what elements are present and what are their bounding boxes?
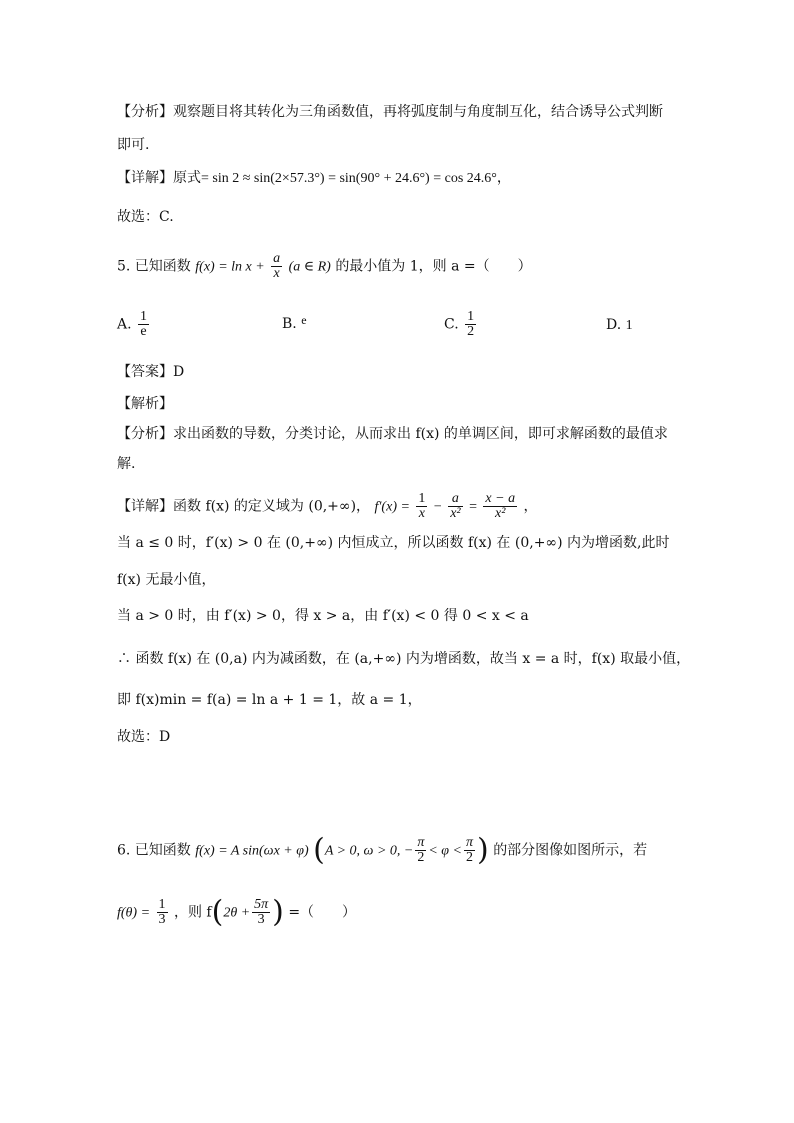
q6-frac-1-3 [157,898,168,927]
q6-frac-b-den: 2 [466,850,473,865]
q6-line2-suffix: =（ ） [288,904,357,921]
option-d-value: 1 [625,318,633,333]
q6-phi-cmp: < φ < [428,843,462,859]
q6-frac-1-3-den: 3 [158,912,166,927]
q5-case1-line2: f(x) 无最小值， [117,572,216,588]
q6-frac-b-num: π [466,835,474,850]
q5-stem-cond: (a ∈ R) [288,259,331,275]
q6-frac-pi-2-a [415,836,426,865]
q5-analysis-heading: 【解析】 [117,396,173,412]
q5-analysis-line1: 【分析】求出函数的导数，分类讨论，从而求出 f(x) 的单调区间，即可求解函数的最值求 [117,426,668,442]
q5-detail: 【详解】函数 f(x) 的定义域为 (0,+∞)， f′(x) = $\frac{1}{x}$ − $\frac{a}{\text{x²}}$ = $\frac{x - a}{\text{x²}}$ ， [117,491,538,521]
q5-answer: 【答案】D [117,364,185,380]
q6-stem-line1: 6. 已知函数 f(x) = A sin(ωx + φ) (A > 0, ω > 0, − $\frac{\pi}{2}$ < φ < $\frac{\pi}{2}$ ) 的部分图像如图所示，若 [117,832,648,868]
q6-stem-suffix: 的部分图像如图所示，若 [493,842,648,859]
q6-stem-func: f(x) = A sin(ωx + φ) [195,843,309,859]
q4-analysis-cont: 即可. [117,137,150,153]
q4-detail-label: 【详解】原式 [117,170,201,186]
q5-option-c [444,310,478,339]
option-c-den: 2 [467,324,475,339]
q6-stem-prefix: 6. 已知函数 [117,842,191,859]
q5-stem [117,252,532,281]
q4-choice: 故选：C. [117,209,174,225]
q6-frac-a-num: π [417,835,425,850]
deriv-frac-3-den: x² [495,506,506,521]
q5-stem-func: f(x) = ln x + [195,259,265,275]
q5-conclusion1: ∴ 函数 f(x) 在 (0,a) 内为减函数，在 (a,+∞) 内为增函数，故当 x = a 时，f(x) 取最小值， [117,651,691,667]
option-b-value: e [301,313,307,327]
q5-case1-line1: 当 a ≤ 0 时，f′(x) > 0 在 (0,+∞) 内恒成立，所以函数 f(x) 在 (0,+∞) 内为增函数,此时 [117,535,670,551]
option-label: C. [444,316,459,333]
option-c-fraction [465,310,476,339]
q5-frac-den: x [273,266,280,281]
q5-choice: 故选：D [117,729,171,745]
deriv-frac-3-num: x − a [485,491,516,506]
q5-stem-prefix: 5. 已知函数 [117,258,191,275]
q5-analysis-line2: 解. [117,456,136,472]
q4-analysis-line: 【分析】观察题目将其转化为三角函数值，再将弧度制与角度制互化，结合诱导公式判断 [117,104,663,120]
option-label: D. [606,317,622,333]
q6-frac-5pi-den: 3 [257,912,265,927]
q6-line2-mid: ，则 f [173,904,212,921]
option-a-den: e [140,324,147,339]
q6-frac-5pi-num: 5π [254,897,269,912]
q6-cond-left: A > 0, ω > 0, − [324,843,414,859]
q6-line2-left: f(θ) = [117,905,151,921]
option-a-num: 1 [140,309,148,324]
option-label: B. [282,316,297,332]
deriv-frac-1 [416,492,427,521]
deriv-frac-2 [448,492,462,521]
option-c-num: 1 [467,309,475,324]
q5-stem-suffix: 的最小值为 1，则 a =（ ） [335,258,532,275]
deriv-frac-2-num: a [448,492,462,507]
deriv-frac-1-num: 1 [418,491,426,506]
q5-detail-intro: 【详解】函数 f(x) 的定义域为 (0,+∞)， [117,498,371,515]
q5-option-d [606,315,633,336]
deriv-frac-2-den: x² [450,506,461,521]
q5-case2: 当 a > 0 时，由 f′(x) > 0，得 x > a，由 f′(x) < 0 得 0 < x < a [117,608,529,624]
deriv-frac-3 [483,492,517,521]
q5-stem-fraction [271,252,282,281]
option-a-fraction [138,310,149,339]
q6-frac-pi-2-b [464,836,475,865]
deriv-frac-1-den: x [418,506,425,521]
q6-arg-left: 2θ + [223,905,251,921]
option-label: A. [117,316,132,333]
q5-frac-num: a [273,251,281,266]
q6-frac-1-3-num: 1 [158,897,166,912]
q6-frac-a-den: 2 [417,850,425,865]
q4-detail [117,168,511,189]
q4-detail-math: = sin 2 ≈ sin(2×57.3°) = sin(90° + 24.6°) = cos 24.6°， [201,171,511,186]
q6-frac-5pi-3 [252,898,270,927]
q5-conclusion2: 即 f(x)min = f(a) = ln a + 1 = 1，故 a = 1， [117,692,422,708]
q5-option-a [117,310,151,339]
q5-option-b [282,310,307,334]
q5-deriv-label: f′(x) = [374,499,410,515]
q6-stem-line2: f(θ) = $\frac{1}{3}$ ，则 f(2θ + $\frac{5\pi}{3}$ ) =（ ） [117,894,357,930]
